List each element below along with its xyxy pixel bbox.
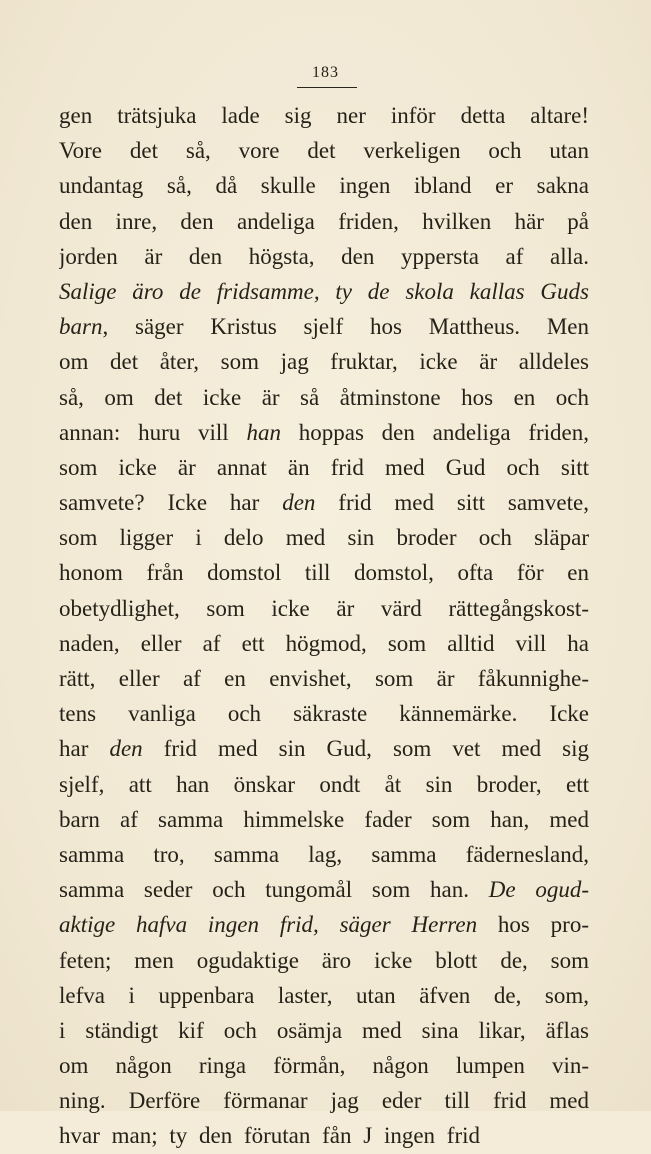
text-segment: i ständigt kif och osämja med sina likar, äflas — [59, 1017, 589, 1043]
text-line — [59, 943, 589, 978]
italic-text: Salige äro de fridsamme, ty de skola kallas Guds — [59, 278, 589, 304]
text-segment: hos pro- — [477, 912, 589, 938]
page-number: 183 — [312, 64, 339, 81]
text-segment: den inre, den andeliga friden, hvilken här på — [59, 208, 589, 234]
text-line — [59, 344, 589, 379]
text-line — [59, 204, 589, 239]
text-segment: barn af samma himmelske fader som han, med — [59, 806, 589, 832]
text-line — [59, 168, 589, 203]
text-line — [59, 274, 589, 309]
text-line — [59, 1013, 589, 1048]
text-line — [59, 837, 589, 872]
text-segment: rätt, eller af en envishet, som är fåkunnighe- — [59, 666, 589, 691]
text-line — [59, 555, 589, 590]
text-segment: , säger Kristus sjelf hos Mattheus. Men — [102, 314, 589, 340]
text-segment: jorden är den högsta, den yppersta af alla. — [59, 243, 589, 269]
body-text — [59, 98, 589, 1154]
text-segment: frid med sin Gud, som vet med sig — [142, 736, 589, 762]
text-segment: feten; men ogudaktige äro icke blott de, som — [59, 947, 589, 973]
text-segment: frid med sitt samvete, — [315, 490, 589, 516]
text-line — [59, 978, 589, 1013]
italic-text: den — [282, 490, 316, 516]
text-line — [59, 872, 589, 907]
text-segment: hvar man; ty den förutan fån J ingen frid — [59, 1123, 480, 1149]
text-line — [59, 450, 589, 485]
text-line — [59, 1048, 589, 1083]
header-rule — [297, 87, 357, 88]
text-line — [59, 1118, 589, 1153]
text-line — [59, 1083, 589, 1118]
text-segment: honom från domstol till domstol, ofta för en — [59, 560, 589, 586]
text-line — [59, 591, 589, 626]
text-segment: ning. Derföre förmanar jag eder till frid med — [59, 1088, 589, 1114]
text-segment: lefva i uppenbara laster, utan äfven de, som, — [59, 982, 589, 1008]
text-segment: sjelf, att han önskar ondt åt sin broder, ett — [59, 771, 589, 797]
text-line — [59, 133, 589, 168]
text-line — [59, 239, 589, 274]
text-segment: om det åter, som jag fruktar, icke är alldeles — [59, 349, 589, 375]
text-segment: Vore det så, vore det verkeligen och utan — [59, 138, 589, 164]
text-line — [59, 98, 589, 133]
text-line — [59, 731, 589, 766]
text-line — [59, 309, 589, 344]
italic-text: han — [246, 419, 281, 445]
text-segment: som icke är annat än frid med Gud och sitt — [59, 454, 589, 480]
text-segment: obetydlighet, som icke är värd rättegångskost- — [59, 595, 589, 621]
text-segment: om någon ringa förmån, någon lumpen vin- — [59, 1053, 589, 1079]
text-line — [59, 626, 589, 661]
text-segment: undantag så, då skulle ingen ibland er sakna — [59, 173, 589, 199]
italic-text: barn — [59, 314, 103, 340]
text-segment: så, om det icke är så åtminstone hos en och — [59, 384, 589, 410]
text-segment: som ligger i delo med sin broder och släpar — [59, 525, 589, 551]
text-segment: samvete? Icke har — [59, 490, 283, 516]
text-line — [59, 520, 589, 555]
text-line — [59, 907, 589, 942]
text-line — [59, 767, 589, 802]
text-segment: tens vanliga och säkraste kännemärke. Icke — [59, 701, 589, 727]
text-segment: naden, eller af ett högmod, som alltid vill ha — [59, 630, 589, 656]
text-segment: annan: huru vill — [59, 419, 247, 445]
text-segment: samma seder och tungomål som han. — [59, 877, 489, 903]
text-segment: har — [59, 736, 110, 762]
text-line — [59, 380, 589, 415]
text-line — [59, 415, 589, 450]
italic-text: den — [109, 736, 143, 762]
text-segment: samma tro, samma lag, samma fädernesland, — [59, 841, 589, 867]
text-segment: gen trätsjuka lade sig ner inför detta altare! — [59, 103, 589, 128]
text-line — [59, 485, 589, 520]
text-line — [59, 696, 589, 731]
text-segment: hoppas den andeliga friden, — [280, 419, 589, 445]
italic-text: aktige hafva ingen frid, säger Herren — [59, 912, 478, 938]
italic-text: De ogud- — [488, 877, 589, 903]
text-line — [59, 802, 589, 837]
text-line — [59, 661, 589, 696]
